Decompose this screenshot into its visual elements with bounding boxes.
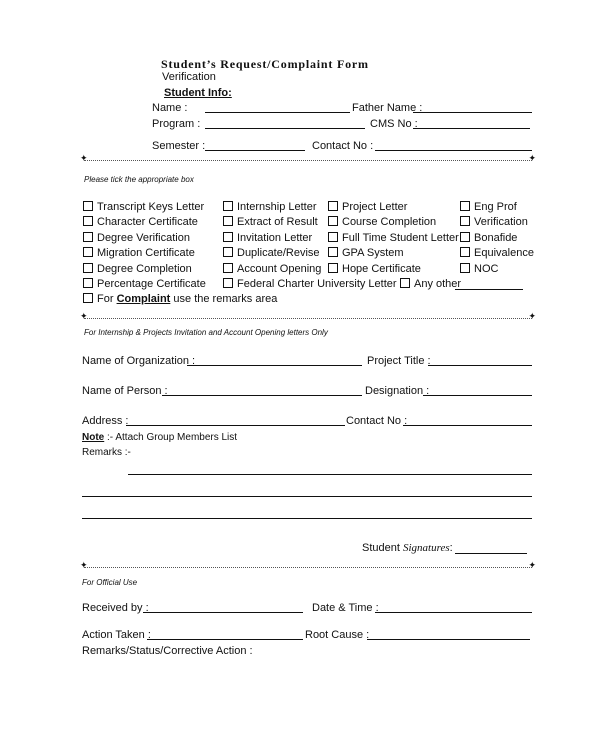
checkbox-label: Duplicate/Revise	[237, 247, 320, 259]
root-cause-field[interactable]	[367, 639, 530, 640]
checkbox-label: Invitation Letter	[237, 232, 313, 244]
remarks-line[interactable]	[82, 496, 532, 497]
checkbox-item[interactable]	[223, 263, 321, 276]
checkbox-icon	[328, 201, 338, 211]
checkbox-label: Internship Letter	[237, 201, 317, 213]
internship-contact-label: Contact No :	[346, 415, 408, 427]
checkbox-item[interactable]	[223, 278, 397, 291]
checkbox-item[interactable]	[83, 247, 195, 260]
checkbox-item[interactable]	[460, 263, 498, 276]
address-label: Address :	[82, 415, 129, 427]
checkbox-icon	[83, 201, 93, 211]
action-taken-field[interactable]	[147, 639, 303, 640]
project-title-label: Project Title :	[367, 355, 431, 367]
checkbox-item[interactable]	[223, 216, 318, 229]
divider	[84, 160, 532, 161]
official-remarks-label: Remarks/Status/Corrective Action :	[82, 645, 253, 657]
signature-label	[362, 542, 453, 555]
checkbox-any-other[interactable]	[400, 278, 461, 291]
checkbox-item[interactable]	[460, 201, 517, 214]
received-by-label: Received by :	[82, 602, 149, 614]
checkbox-label: Full Time Student Letter	[342, 232, 459, 244]
checkbox-item[interactable]	[328, 232, 459, 245]
checkbox-item[interactable]	[223, 201, 317, 214]
checkbox-label: use the remarks area	[170, 293, 278, 305]
signature-word: Signatures	[402, 542, 450, 554]
checkbox-label: Hope Certificate	[342, 263, 421, 275]
father-name-label: Father Name :	[352, 102, 423, 114]
checkbox-icon	[328, 247, 338, 257]
father-name-field[interactable]	[413, 112, 532, 113]
checkbox-item[interactable]	[460, 232, 517, 245]
checkbox-icon	[83, 247, 93, 257]
checkbox-icon	[223, 201, 233, 211]
checkbox-item[interactable]	[83, 201, 204, 214]
checkbox-icon	[223, 278, 233, 288]
checkbox-item[interactable]	[83, 232, 190, 245]
contact-no-label: Contact No :	[312, 140, 374, 152]
checkbox-icon	[83, 263, 93, 273]
official-heading: For Official Use	[82, 578, 138, 587]
checkbox-label: Percentage Certificate	[97, 278, 206, 290]
checkbox-icon	[223, 216, 233, 226]
cms-no-label: CMS No :	[370, 118, 418, 130]
checkbox-item[interactable]	[460, 247, 534, 260]
internship-heading: For Internship & Projects Invitation and Account Opening letters Only	[84, 328, 328, 337]
checkbox-label: Migration Certificate	[97, 247, 195, 259]
checkbox-label: NOC	[474, 263, 499, 275]
organization-field[interactable]	[187, 365, 362, 366]
checkbox-label: Verification	[474, 216, 528, 228]
checkbox-icon	[83, 293, 93, 303]
remarks-label: Remarks :-	[82, 447, 131, 458]
remarks-line[interactable]	[82, 518, 532, 519]
checkbox-icon	[460, 201, 470, 211]
divider	[84, 567, 532, 568]
date-time-field[interactable]	[375, 612, 532, 613]
checkbox-item[interactable]	[328, 263, 421, 276]
program-field[interactable]	[205, 128, 365, 129]
checkbox-item[interactable]	[83, 216, 198, 229]
checkbox-label: Eng Prof	[474, 201, 517, 213]
checkbox-complaint[interactable]	[83, 293, 277, 306]
checkbox-icon	[83, 232, 93, 242]
signature-suffix: :	[449, 542, 453, 554]
remarks-line[interactable]	[128, 474, 532, 475]
checkbox-icon	[460, 247, 470, 257]
person-label: Name of Person :	[82, 385, 168, 397]
checkbox-item[interactable]	[83, 278, 206, 291]
checkbox-icon	[328, 232, 338, 242]
signature-field[interactable]	[455, 553, 527, 554]
checkbox-icon	[223, 232, 233, 242]
person-field[interactable]	[162, 395, 362, 396]
name-field[interactable]	[205, 112, 350, 113]
semester-field[interactable]	[205, 150, 305, 151]
tick-instruction: Please tick the appropriate box	[84, 175, 194, 184]
contact-no-field[interactable]	[375, 150, 532, 151]
note	[82, 431, 237, 444]
date-time-label: Date & Time :	[312, 602, 379, 614]
form-subtitle: Verification	[162, 71, 216, 83]
cms-no-field[interactable]	[413, 128, 530, 129]
checkbox-label: GPA System	[342, 247, 404, 259]
received-by-field[interactable]	[143, 612, 303, 613]
note-label: Note	[82, 432, 105, 443]
checkbox-icon	[83, 278, 93, 288]
checkbox-icon	[328, 216, 338, 226]
any-other-field[interactable]	[455, 289, 523, 290]
checkbox-icon	[83, 216, 93, 226]
semester-label: Semester :	[152, 140, 206, 152]
root-cause-label: Root Cause :	[305, 629, 370, 641]
checkbox-item[interactable]	[328, 247, 404, 260]
checkbox-label: Character Certificate	[97, 216, 198, 228]
complaint-label: Complaint	[116, 293, 171, 305]
checkbox-icon	[460, 232, 470, 242]
checkbox-label: Account Opening	[237, 263, 322, 275]
checkbox-icon	[400, 278, 410, 288]
checkbox-label: Project Letter	[342, 201, 408, 213]
checkbox-item[interactable]	[223, 232, 312, 245]
designation-field[interactable]	[423, 395, 532, 396]
project-title-field[interactable]	[428, 365, 532, 366]
address-field[interactable]	[126, 425, 345, 426]
checkbox-icon	[460, 216, 470, 226]
internship-contact-field[interactable]	[403, 425, 532, 426]
checkbox-label: Any other	[414, 278, 462, 290]
name-label: Name :	[152, 102, 188, 114]
program-label: Program :	[152, 118, 201, 130]
section-student-info: Student Info:	[164, 87, 232, 99]
checkbox-label: Degree Completion	[97, 263, 192, 275]
checkbox-icon	[460, 263, 470, 273]
checkbox-icon	[223, 247, 233, 257]
checkbox-item[interactable]	[223, 247, 320, 260]
checkbox-item[interactable]	[460, 216, 528, 229]
checkbox-item[interactable]	[83, 263, 192, 276]
designation-label: Designation :	[365, 385, 430, 397]
checkbox-label: Bonafide	[474, 232, 518, 244]
organization-label: Name of Organization :	[82, 355, 196, 367]
checkbox-item[interactable]	[328, 201, 407, 214]
checkbox-label: Extract of Result	[237, 216, 318, 228]
checkbox-label: For	[97, 293, 117, 305]
checkbox-label: Equivalence	[474, 247, 534, 259]
checkbox-item[interactable]	[328, 216, 436, 229]
form-title: Student’s Request/Complaint Form	[161, 57, 369, 71]
signature-prefix: Student	[362, 542, 403, 554]
checkbox-icon	[328, 263, 338, 273]
checkbox-icon	[223, 263, 233, 273]
checkbox-label: Course Completion	[342, 216, 437, 228]
checkbox-label: Degree Verification	[97, 232, 190, 244]
note-text: :- Attach Group Members List	[104, 432, 238, 443]
checkbox-label: Federal Charter University Letter	[237, 278, 397, 290]
action-taken-label: Action Taken :	[82, 629, 151, 641]
checkbox-label: Transcript Keys Letter	[97, 201, 205, 213]
divider	[84, 318, 532, 319]
